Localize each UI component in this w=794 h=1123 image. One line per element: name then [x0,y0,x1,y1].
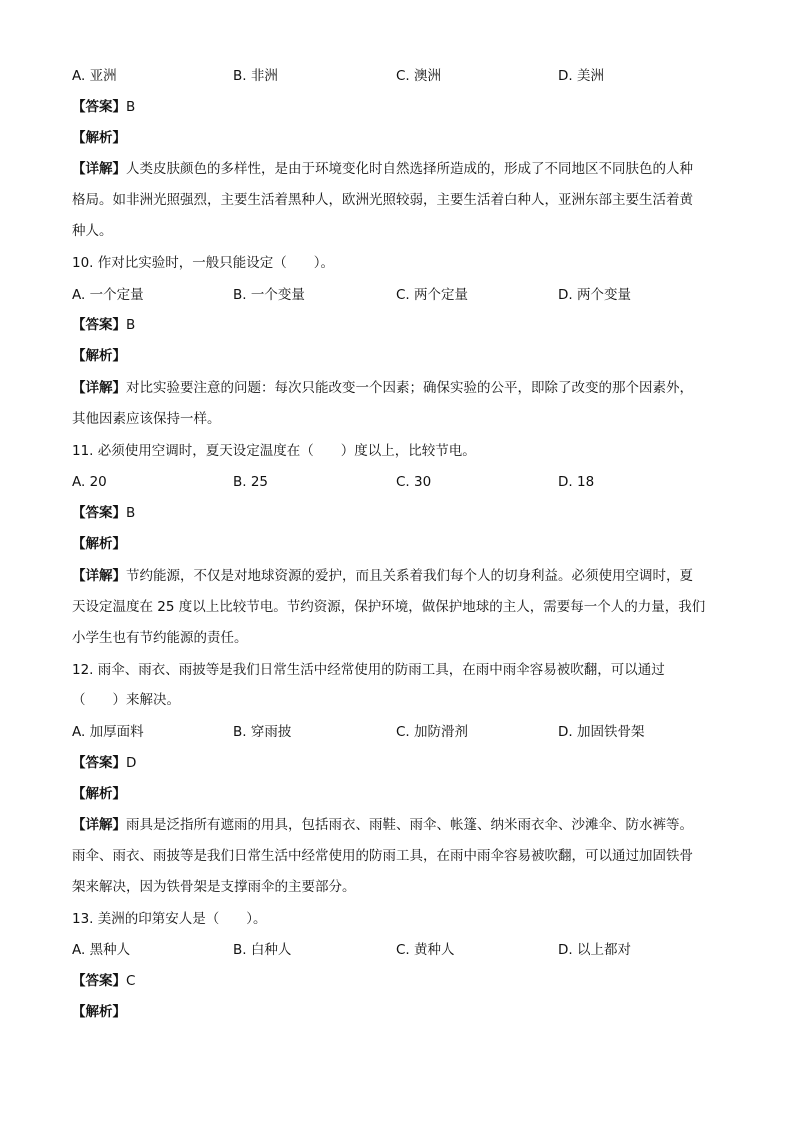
q10-option-c: C. 两个定量 [396,287,469,303]
answer-tag: 【答案】 [72,505,126,521]
q12-option-b: B. 穿雨披 [233,724,292,740]
q12-option-a: A. 加厚面料 [72,724,144,740]
q12-detail-line-1 [72,815,722,835]
answer-tag: 【答案】 [72,755,126,771]
q11-detail-line-1 [72,566,722,586]
answer-value: B [126,505,136,521]
detail-tag: 【详解】 [72,568,126,584]
q11-option-d: D. 18 [558,474,595,490]
detail-tag: 【详解】 [72,380,126,396]
q10-detail-line-1 [72,378,722,398]
q10-option-d: D. 两个变量 [558,287,631,303]
q11-options [72,472,722,492]
q9-option-c: C. 澳洲 [396,68,442,84]
q10-options [72,285,722,305]
detail-text: 人类皮肤颜色的多样性，是由于环境变化时自然选择所造成的，形成了不同地区不同肤色的人种 [126,161,693,177]
q10-detail-line-2: 其他因素应该保持一样。 [72,411,221,427]
answer-value: B [126,317,136,333]
q9-analysis-tag: 【解析】 [72,130,126,146]
q10-option-b: B. 一个变量 [233,287,305,303]
answer-tag: 【答案】 [72,973,126,989]
q10-question: 10. 作对比实验时，一般只能设定（ ）。 [72,255,335,271]
q9-option-d: D. 美洲 [558,68,604,84]
q11-option-a: A. 20 [72,474,107,490]
detail-text: 节约能源，不仅是对地球资源的爱护，而且关系着我们每个人的切身利益。必须使用空调时，夏 [126,568,693,584]
q12-question-line-2: （ ）来解决。 [72,692,180,708]
q12-detail-line-3: 架来解决，因为铁骨架是支撑雨伞的主要部分。 [72,879,356,895]
q9-detail-line-3: 种人。 [72,223,113,239]
q9-detail-line-1 [72,159,722,179]
detail-tag: 【详解】 [72,161,126,177]
q9-option-a: A. 亚洲 [72,68,117,84]
q11-question: 11. 必须使用空调时，夏天设定温度在（ ）度以上，比较节电。 [72,443,476,459]
q9-option-b: B. 非洲 [233,68,278,84]
q12-option-d: D. 加固铁骨架 [558,724,645,740]
q13-options [72,940,722,960]
detail-tag: 【详解】 [72,817,126,833]
answer-value: D [126,755,137,771]
q10-option-a: A. 一个定量 [72,287,144,303]
q11-analysis-tag: 【解析】 [72,536,126,552]
q13-option-c: C. 黄种人 [396,942,455,958]
q10-analysis-tag: 【解析】 [72,348,126,364]
q13-analysis-tag: 【解析】 [72,1004,126,1020]
q12-analysis-tag: 【解析】 [72,786,126,802]
q12-answer [72,753,136,773]
q12-options [72,722,722,742]
q11-detail-line-3: 小学生也有节约能源的责任。 [72,630,248,646]
q13-option-a: A. 黑种人 [72,942,131,958]
answer-tag: 【答案】 [72,317,126,333]
answer-value: C [126,973,136,989]
q12-question-line-1: 12. 雨伞、雨衣、雨披等是我们日常生活中经常使用的防雨工具，在雨中雨伞容易被吹翻，可以通过 [72,662,665,678]
q13-option-b: B. 白种人 [233,942,292,958]
q12-detail-line-2: 雨伞、雨衣、雨披等是我们日常生活中经常使用的防雨工具，在雨中雨伞容易被吹翻，可以通过加固铁骨 [72,848,693,864]
answer-tag: 【答案】 [72,99,126,115]
q11-option-c: C. 30 [396,474,432,490]
q11-option-b: B. 25 [233,474,269,490]
q11-detail-line-2: 天设定温度在 25 度以上比较节电。节约资源，保护环境，做保护地球的主人，需要每一个人的力量，我们 [72,599,706,615]
answer-value: B [126,99,136,115]
q12-option-c: C. 加防滑剂 [396,724,469,740]
q13-answer [72,971,135,991]
detail-text: 对比实验要注意的问题：每次只能改变一个因素；确保实验的公平，即除了改变的那个因素外， [126,380,693,396]
q13-question: 13. 美洲的印第安人是（ ）。 [72,911,267,927]
q9-detail-line-2: 格局。如非洲光照强烈，主要生活着黑种人，欧洲光照较弱，主要生活着白种人，亚洲东部主要生活着黄 [72,192,693,208]
q11-answer [72,503,135,523]
q13-option-d: D. 以上都对 [558,942,631,958]
q10-answer [72,315,135,335]
q9-options [72,66,722,86]
detail-text: 雨具是泛指所有遮雨的用具，包括雨衣、雨鞋、雨伞、帐篷、纳米雨衣伞、沙滩伞、防水裤等。 [126,817,693,833]
q9-answer [72,97,135,117]
